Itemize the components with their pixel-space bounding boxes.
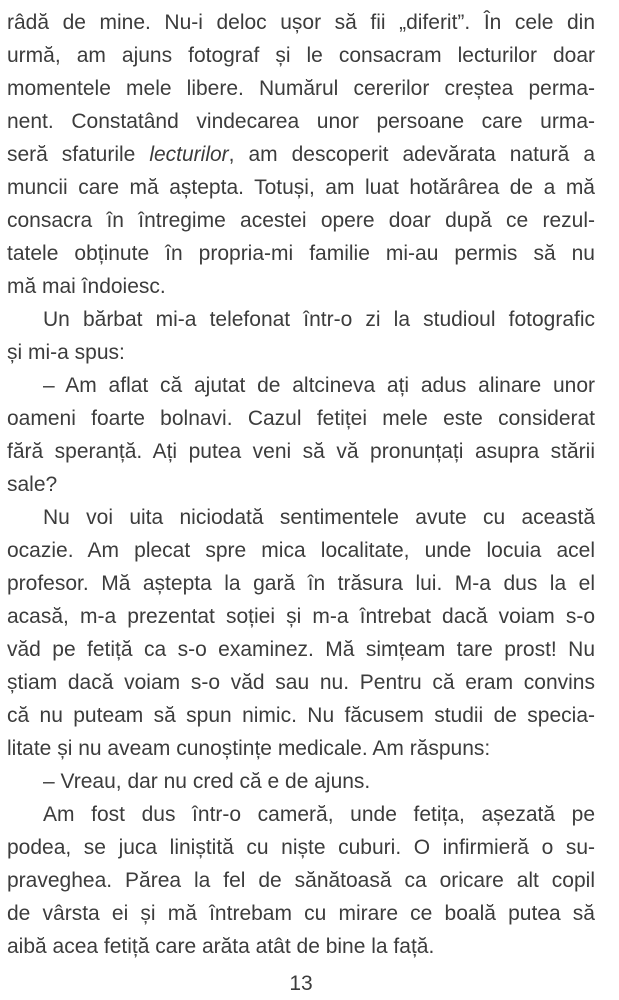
paragraph [7, 798, 595, 963]
text-line [7, 138, 595, 171]
text-line: știam dacă voiam s-o văd sau nu. Pentru că eram convins [7, 671, 595, 694]
paragraph [7, 6, 595, 303]
text-line: muncii care mă aștepta. Totuși, am luat hotărârea de a mă [7, 176, 595, 199]
text-line: Nu voi uita niciodată sentimentele avute cu această [43, 506, 595, 529]
page-text [7, 6, 595, 963]
paragraph [7, 765, 595, 798]
text-line: fără speranță. Ați putea veni să vă pronunțați asupra stării [7, 440, 595, 463]
text-line: urmă, am ajuns fotograf și le consacram lecturilor doar [7, 44, 595, 67]
text-line: tatele obținute în propria-mi familie mi-au permis să nu [7, 242, 595, 265]
text-segment: , am descoperit adevărata natură a [228, 143, 595, 166]
text-line: sale? [7, 473, 58, 496]
paragraph [7, 501, 595, 765]
text-line: că nu puteam să spun nimic. Nu făcusem studii de specia- [7, 704, 595, 727]
text-line: profesor. Mă aștepta la gară în trăsura lui. M-a dus la el [7, 572, 595, 595]
text-line: consacra în întregime acestei opere doar după ce rezul- [7, 209, 595, 232]
text-line: acasă, m-a prezentat soției și m-a întrebat dacă voiam s-o [7, 605, 595, 628]
italic-word: lecturilor [149, 143, 229, 166]
text-line: oameni foarte bolnavi. Cazul fetiței mele este considerat [7, 407, 595, 430]
text-line: – Am aflat că ajutat de altcineva ați adus alinare unor [43, 374, 595, 397]
text-line: și mi-a spus: [7, 341, 125, 364]
paragraph [7, 303, 595, 369]
paragraph [7, 369, 595, 501]
text-line: ocazie. Am plecat spre mica localitate, unde locuia acel [7, 539, 595, 562]
text-line: podea, se juca liniștită cu niște cuburi. O infirmieră o su- [7, 836, 595, 859]
text-line: mă mai îndoiesc. [7, 275, 166, 298]
text-line: aibă acea fetiță care arăta atât de bine la față. [7, 935, 435, 958]
text-segment: seră sfaturile [7, 143, 150, 166]
text-line: momentele mele libere. Numărul cererilor creștea perma- [7, 77, 595, 100]
text-line: nent. Constatând vindecarea unor persoane care urma- [7, 110, 595, 133]
text-line: litate și nu aveam cunoștințe medicale. Am răspuns: [7, 737, 491, 760]
text-line: de vârsta ei și mă întrebam cu mirare ce boală putea să [7, 902, 595, 925]
text-line: – Vreau, dar nu cred că e de ajuns. [43, 770, 371, 793]
text-line: praveghea. Părea la fel de sănătoasă ca oricare alt copil [7, 869, 595, 892]
text-line: văd pe fetiță ca s-o examinez. Mă simțeam tare prost! Nu [7, 638, 595, 661]
text-line: râdă de mine. Nu-i deloc ușor să fii „diferit”. În cele din [7, 11, 595, 34]
text-line: Am fost dus într-o cameră, unde fetița, așezată pe [43, 803, 595, 826]
page-number: 13 [289, 972, 313, 995]
text-line: Un bărbat mi-a telefonat într-o zi la studioul fotografic [43, 308, 595, 331]
